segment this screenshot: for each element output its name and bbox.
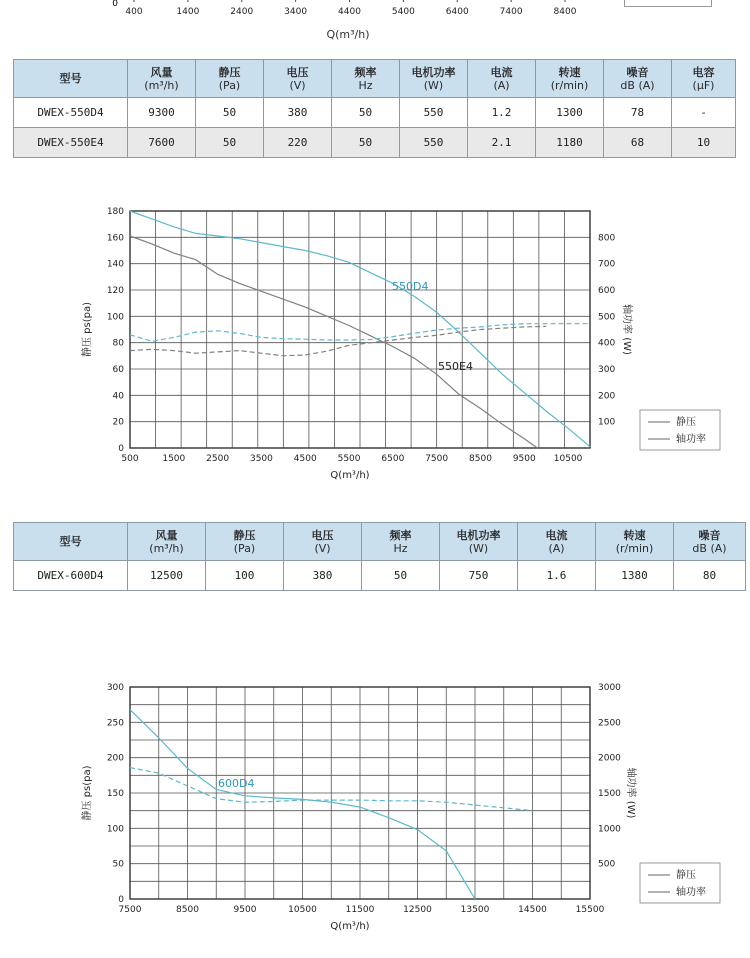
- y-tick-label: 250: [106, 718, 124, 729]
- top-axis-tick-label: 8400: [553, 7, 577, 17]
- table-cell: 550: [400, 98, 468, 128]
- model-cell: DWEX-550E4: [14, 128, 128, 158]
- table-row: [14, 561, 746, 591]
- y2-axis-label: 轴功率 (W): [621, 304, 632, 355]
- header-label: 电压: [286, 65, 309, 79]
- table-cell: 380: [264, 98, 332, 128]
- table-header-cell: [604, 60, 672, 98]
- table-cell: 12500: [128, 561, 206, 591]
- model-cell: DWEX-600D4: [14, 561, 128, 591]
- table-header-cell: [332, 60, 400, 98]
- top-axis-tick-label: 3400: [284, 7, 308, 17]
- table-header-cell: [264, 60, 332, 98]
- header-label: 电压: [311, 528, 334, 542]
- y-axis-label: 静压 ps(pa): [82, 765, 93, 821]
- legend-label-pressure: 静压: [676, 870, 696, 881]
- y2-axis-label: 轴功率 (W): [625, 767, 636, 819]
- y-tick-label: 150: [106, 789, 124, 799]
- x-tick-label: 500: [121, 454, 139, 464]
- top-axis-tick-label: 1400: [176, 7, 200, 17]
- header-unit: Hz: [393, 541, 408, 555]
- table-cell: 100: [206, 561, 284, 591]
- top-axis-tick-label: 400: [125, 7, 143, 17]
- table-cell: 9300: [128, 98, 196, 128]
- x-tick-label: 10500: [288, 905, 317, 915]
- table-cell: 550: [400, 128, 468, 158]
- table-cell: 78: [604, 98, 672, 128]
- x-tick-label: 5500: [337, 454, 361, 464]
- table-header-row: [14, 523, 746, 561]
- table-header-row: [14, 60, 736, 98]
- y2-tick-label: 200: [598, 391, 616, 402]
- table-header-cell: [196, 60, 264, 98]
- header-unit: Hz: [358, 78, 373, 92]
- top-legend-box: [624, 0, 712, 7]
- y2-tick-label: 100: [598, 417, 616, 428]
- table-header-cell: [14, 523, 128, 561]
- table-cell: 50: [332, 98, 400, 128]
- top-axis-tick-label: 6400: [445, 7, 469, 17]
- series-label: 600D4: [218, 777, 255, 790]
- y2-tick-label: 1500: [598, 789, 621, 799]
- legend-label-power: 轴功率: [676, 434, 706, 445]
- header-unit: (Pa): [218, 78, 241, 92]
- header-unit: (Pa): [233, 541, 256, 555]
- y-tick-label: 50: [112, 859, 124, 870]
- x-tick-label: 1500: [162, 454, 186, 464]
- header-label: 型号: [59, 72, 82, 85]
- top-chart-remnant: [0, 0, 750, 48]
- y-tick-label: 100: [106, 824, 124, 835]
- y2-tick-label: 2500: [598, 718, 621, 729]
- x-tick-label: 15500: [575, 905, 605, 915]
- header-unit: (W): [468, 541, 489, 555]
- header-unit: (A): [548, 541, 565, 555]
- top-axis-xlabel: Q(m³/h): [326, 28, 370, 41]
- y-tick-label: 40: [112, 391, 124, 402]
- table-header-cell: [536, 60, 604, 98]
- y-tick-label: 60: [112, 365, 124, 375]
- table-cell: -: [672, 98, 736, 128]
- y2-tick-label: 600: [598, 286, 616, 296]
- y-tick-label: 180: [106, 207, 124, 217]
- y2-tick-label: 500: [598, 312, 616, 323]
- x-tick-label: 9500: [512, 454, 536, 464]
- table-cell: 750: [440, 561, 518, 591]
- header-unit: (m³/h): [144, 78, 179, 92]
- y-tick-label: 300: [106, 683, 124, 693]
- table-cell: 50: [196, 128, 264, 158]
- grid: [130, 687, 590, 899]
- x-tick-label: 10500: [553, 454, 583, 464]
- table-cell: 80: [674, 561, 746, 591]
- y2-tick-label: 800: [598, 233, 616, 244]
- header-label: 频率: [389, 528, 412, 542]
- header-label: 噪音: [626, 65, 649, 79]
- table-header-cell: [440, 523, 518, 561]
- table-row: [14, 98, 736, 128]
- y2-tick-label: 400: [598, 338, 616, 349]
- table-cell: 7600: [128, 128, 196, 158]
- x-tick-label: 8500: [176, 905, 199, 915]
- spec-table-550: [13, 59, 736, 158]
- top-axis-tick-label: 7400: [499, 7, 523, 17]
- x-tick-label: 2500: [206, 454, 230, 464]
- table-cell: 1.2: [468, 98, 536, 128]
- header-label: 噪音: [698, 528, 721, 542]
- table-cell: 10: [672, 128, 736, 158]
- y-tick-label: 200: [106, 753, 124, 764]
- table-cell: 50: [332, 128, 400, 158]
- top-axis-zero: 0: [112, 0, 118, 9]
- header-label: 静压: [233, 528, 256, 542]
- y-tick-label: 100: [106, 312, 124, 323]
- y-tick-label: 120: [106, 286, 124, 296]
- y2-tick-label: 500: [598, 859, 616, 870]
- table-header-cell: [128, 60, 196, 98]
- y-tick-label: 160: [106, 233, 124, 244]
- table-cell: 380: [284, 561, 362, 591]
- header-label: 电流: [490, 65, 513, 79]
- x-tick-label: 8500: [469, 454, 492, 464]
- x-tick-label: 7500: [118, 905, 142, 915]
- static-pressure-curve: [130, 236, 537, 448]
- table-cell: 1380: [596, 561, 674, 591]
- header-label: 转速: [558, 65, 581, 79]
- x-tick-label: 11500: [345, 905, 375, 915]
- top-axis-ticks: [125, 0, 576, 17]
- x-tick-label: 12500: [403, 905, 432, 915]
- y-tick-label: 140: [106, 259, 124, 270]
- table-header-cell: [596, 523, 674, 561]
- table-header-cell: [362, 523, 440, 561]
- y-tick-label: 0: [118, 895, 124, 905]
- grid: [130, 211, 590, 448]
- table-header-cell: [206, 523, 284, 561]
- table-header-cell: [518, 523, 596, 561]
- legend-label-pressure: 静压: [676, 417, 696, 428]
- x-axis-label: Q(m³/h): [330, 921, 370, 932]
- legend-label-power: 轴功率: [676, 887, 706, 898]
- y2-tick-label: 2000: [598, 753, 621, 764]
- y2-tick-label: 3000: [598, 683, 621, 693]
- header-label: 电容: [692, 65, 715, 79]
- x-tick-label: 13500: [460, 905, 490, 915]
- table-header-cell: [128, 523, 206, 561]
- header-unit: (m³/h): [149, 541, 184, 555]
- shaft-power-curve: [130, 326, 546, 356]
- x-tick-label: 9500: [233, 905, 257, 915]
- table-cell: 220: [264, 128, 332, 158]
- table-header-cell: [284, 523, 362, 561]
- header-label: 频率: [354, 65, 377, 79]
- x-tick-label: 3500: [249, 454, 273, 464]
- x-tick-label: 14500: [518, 905, 547, 915]
- header-unit: (μF): [692, 78, 715, 92]
- table-cell: 1180: [536, 128, 604, 158]
- y-tick-label: 80: [112, 338, 124, 349]
- y2-tick-label: 1000: [598, 824, 621, 835]
- chart-550: [0, 190, 750, 490]
- table-cell: 50: [196, 98, 264, 128]
- header-label: 电机功率: [411, 65, 456, 79]
- series-label: 550E4: [438, 360, 473, 373]
- y-tick-label: 20: [112, 417, 124, 428]
- table-header-cell: [672, 60, 736, 98]
- header-unit: (W): [423, 78, 444, 92]
- header-unit: (r/min): [615, 541, 654, 555]
- x-tick-label: 7500: [425, 454, 449, 464]
- table-row: [14, 128, 736, 158]
- table-cell: 2.1: [468, 128, 536, 158]
- header-label: 转速: [623, 528, 646, 542]
- table-header-cell: [674, 523, 746, 561]
- x-axis-label: Q(m³/h): [330, 470, 370, 481]
- top-axis-tick-label: 5400: [391, 7, 415, 17]
- header-label: 电流: [545, 528, 568, 542]
- header-label: 电机功率: [456, 528, 501, 542]
- table-cell: 50: [362, 561, 440, 591]
- y2-tick-label: 300: [598, 365, 616, 375]
- table-header-cell: [400, 60, 468, 98]
- header-unit: (V): [314, 541, 331, 555]
- table-header-cell: [468, 60, 536, 98]
- top-axis-tick-label: 4400: [338, 7, 361, 17]
- header-label: 风量: [150, 65, 173, 79]
- header-label: 风量: [155, 528, 178, 542]
- header-unit: (V): [289, 78, 306, 92]
- table-cell: 68: [604, 128, 672, 158]
- table-cell: 1300: [536, 98, 604, 128]
- model-cell: DWEX-550D4: [14, 98, 128, 128]
- header-unit: (r/min): [550, 78, 589, 92]
- x-tick-label: 4500: [293, 454, 317, 464]
- y-axis-label: 静压 ps(pa): [82, 301, 93, 358]
- y-tick-label: 0: [118, 444, 124, 454]
- header-label: 型号: [59, 535, 82, 548]
- x-tick-label: 6500: [381, 454, 405, 464]
- legend: [640, 410, 720, 450]
- chart-600: [0, 670, 750, 958]
- spec-table-600: [13, 522, 746, 591]
- header-unit: (A): [493, 78, 510, 92]
- table-header-cell: [14, 60, 128, 98]
- header-unit: dB (A): [692, 541, 727, 555]
- header-label: 静压: [218, 65, 241, 79]
- header-unit: dB (A): [620, 78, 655, 92]
- top-axis-tick-label: 2400: [230, 7, 254, 17]
- table-cell: 1.6: [518, 561, 596, 591]
- y2-tick-label: 700: [598, 259, 616, 270]
- series-label: 550D4: [392, 280, 429, 293]
- legend: [640, 863, 720, 903]
